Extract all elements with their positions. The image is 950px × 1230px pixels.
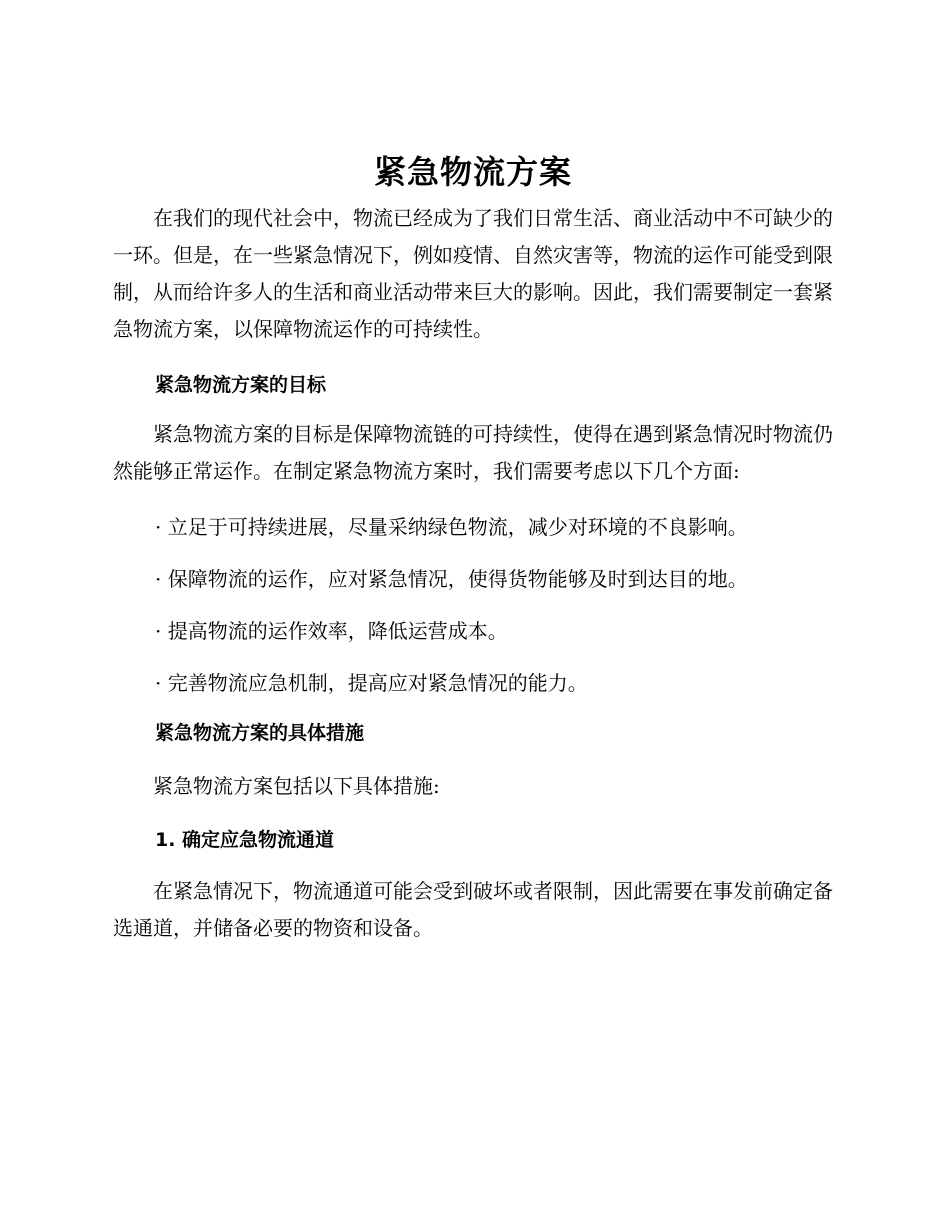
section-heading-goals: 紧急物流方案的目标 bbox=[155, 374, 327, 396]
intro-paragraph: 在我们的现代社会中，物流已经成为了我们日常生活、商业活动中不可缺少的一环。但是，在一些紧急情况下，例如疫情、自然灾害等，物流的运作可能受到限制，从而给许多人的生活和商业活动带来巨大的影响。因此，我们需要制定一套紧急物流方案，以保障物流运作的可持续性。 bbox=[113, 206, 833, 341]
bullet-item: · 完善物流应急机制，提高应对紧急情况的能力。 bbox=[155, 671, 588, 695]
section-heading-measures: 紧急物流方案的具体措施 bbox=[155, 722, 365, 744]
bullet-item: · 立足于可持续进展，尽量采纳绿色物流，减少对环境的不良影响。 bbox=[155, 515, 748, 539]
bullet-item: · 提高物流的运作效率，降低运营成本。 bbox=[155, 619, 508, 643]
measures-paragraph: 紧急物流方案包括以下具体措施: bbox=[153, 774, 440, 798]
bullet-item: · 保障物流的运作，应对紧急情况，使得货物能够及时到达目的地。 bbox=[155, 567, 748, 591]
goals-paragraph: 紧急物流方案的目标是保障物流链的可持续性，使得在遇到紧急情况时物流仍然能够正常运作。在制定紧急物流方案时，我们需要考虑以下几个方面: bbox=[113, 422, 833, 483]
subheading-channel: 1. 确定应急物流通道 bbox=[155, 829, 335, 851]
document-title: 紧急物流方案 bbox=[373, 153, 572, 191]
document-content bbox=[113, 148, 833, 947]
channel-paragraph: 在紧急情况下，物流通道可能会受到破坏或者限制，因此需要在事发前确定备选通道，并储备必要的物资和设备。 bbox=[113, 879, 833, 940]
